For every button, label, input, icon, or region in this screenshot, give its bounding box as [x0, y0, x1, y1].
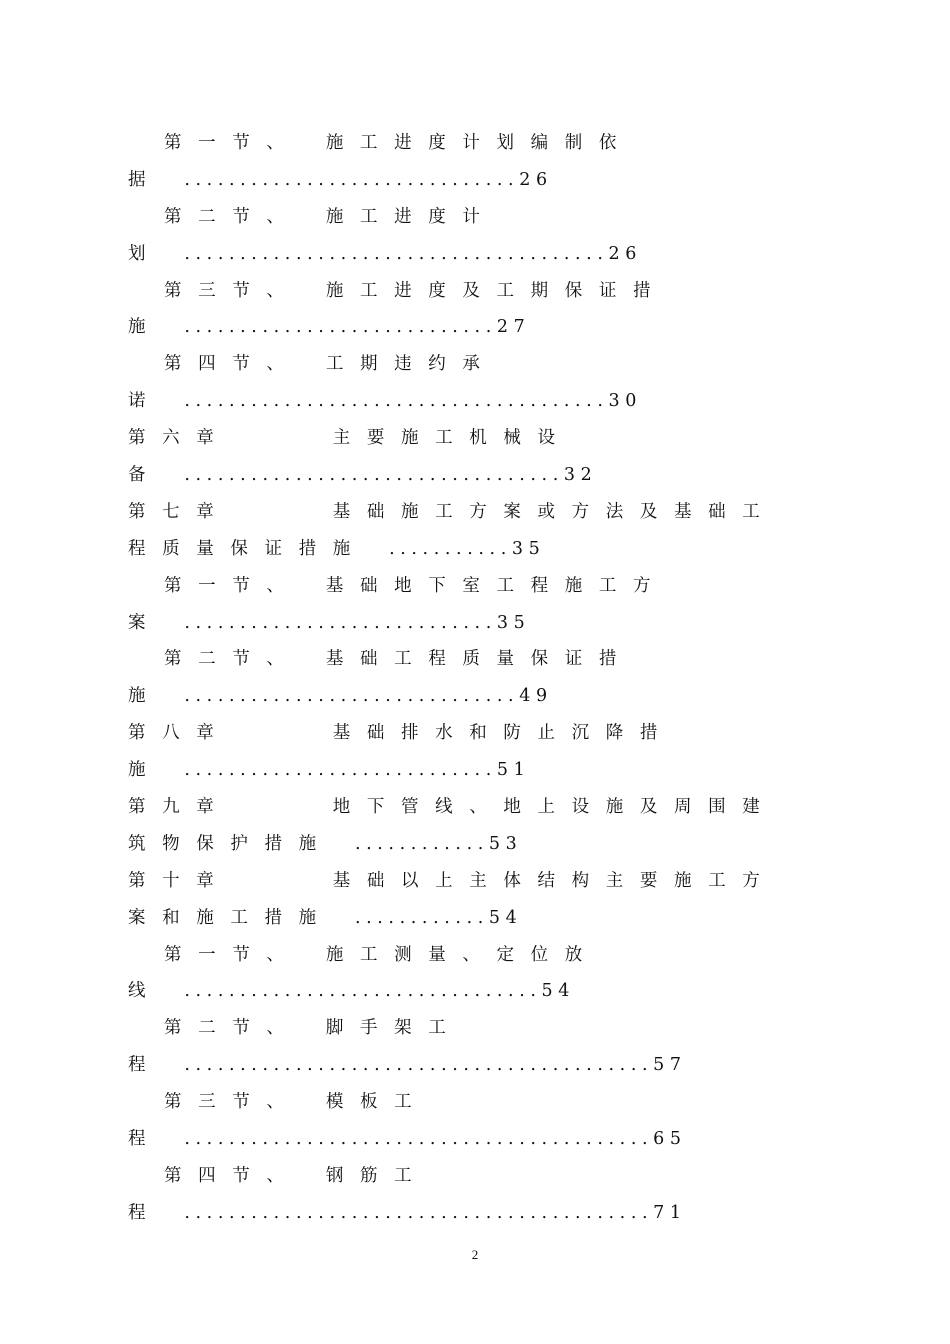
toc-entry-continuation: 备 ..................................32	[128, 465, 598, 486]
toc-entry-continuation: 案和施工措施 ............54	[128, 907, 523, 928]
toc-entry-continuation: 施 ..............................49	[128, 686, 553, 707]
toc-entry: 第一节、 施工进度计划编制依	[164, 133, 633, 153]
toc-entry-continuation: 程 ..........................................57	[128, 1055, 687, 1076]
toc-entry: 第四节、 工期违约承	[164, 354, 497, 375]
page-number: 2	[471, 1247, 479, 1262]
toc-entry-continuation: 程 ..........................................71	[128, 1202, 687, 1223]
toc-entry: 第二节、 基础工程质量保证措	[164, 649, 633, 670]
table-of-contents	[128, 125, 818, 1232]
toc-entry-continuation: 线 ................................54	[128, 981, 576, 1002]
toc-entry-continuation: 程质量保证措施 ...........35	[128, 538, 546, 559]
toc-entry: 第三节、 施工进度及工期保证措	[164, 280, 668, 301]
toc-entry: 第一节、 施工测量、定位放	[164, 944, 599, 965]
toc-entry-continuation: 划 ......................................26	[128, 243, 642, 264]
toc-chapter-entry: 第九章 地下管线、地上设施及周围建	[128, 797, 777, 818]
toc-entry-continuation: 施 ............................51	[128, 760, 531, 781]
toc-entry-continuation: 程 ..........................................65	[128, 1129, 687, 1150]
toc-entry-continuation: 案 ............................35	[128, 612, 531, 633]
toc-entry: 第二节、 施工进度计	[164, 206, 497, 227]
toc-chapter-entry: 第八章 基础排水和防止沉降措	[128, 723, 674, 744]
toc-entry-continuation: 筑物保护措施 ............53	[128, 833, 523, 854]
toc-entry-continuation: 施 ............................27	[128, 317, 531, 338]
toc-chapter-entry: 第十章 基础以上主体结构主要施工方	[128, 870, 777, 891]
toc-entry: 第四节、 钢筋工	[164, 1165, 429, 1186]
toc-chapter-entry: 第七章 基础施工方案或方法及基础工	[128, 501, 777, 522]
toc-entry-continuation: 诺 ......................................30	[128, 391, 642, 412]
toc-entry-continuation: 据 ..............................26	[128, 169, 553, 190]
toc-entry: 第二节、 脚手架工	[164, 1018, 463, 1039]
toc-entry: 第一节、 基础地下室工程施工方	[164, 575, 668, 596]
toc-chapter-entry: 第六章 主要施工机械设	[128, 428, 572, 449]
toc-entry: 第三节、 模板工	[164, 1092, 429, 1113]
